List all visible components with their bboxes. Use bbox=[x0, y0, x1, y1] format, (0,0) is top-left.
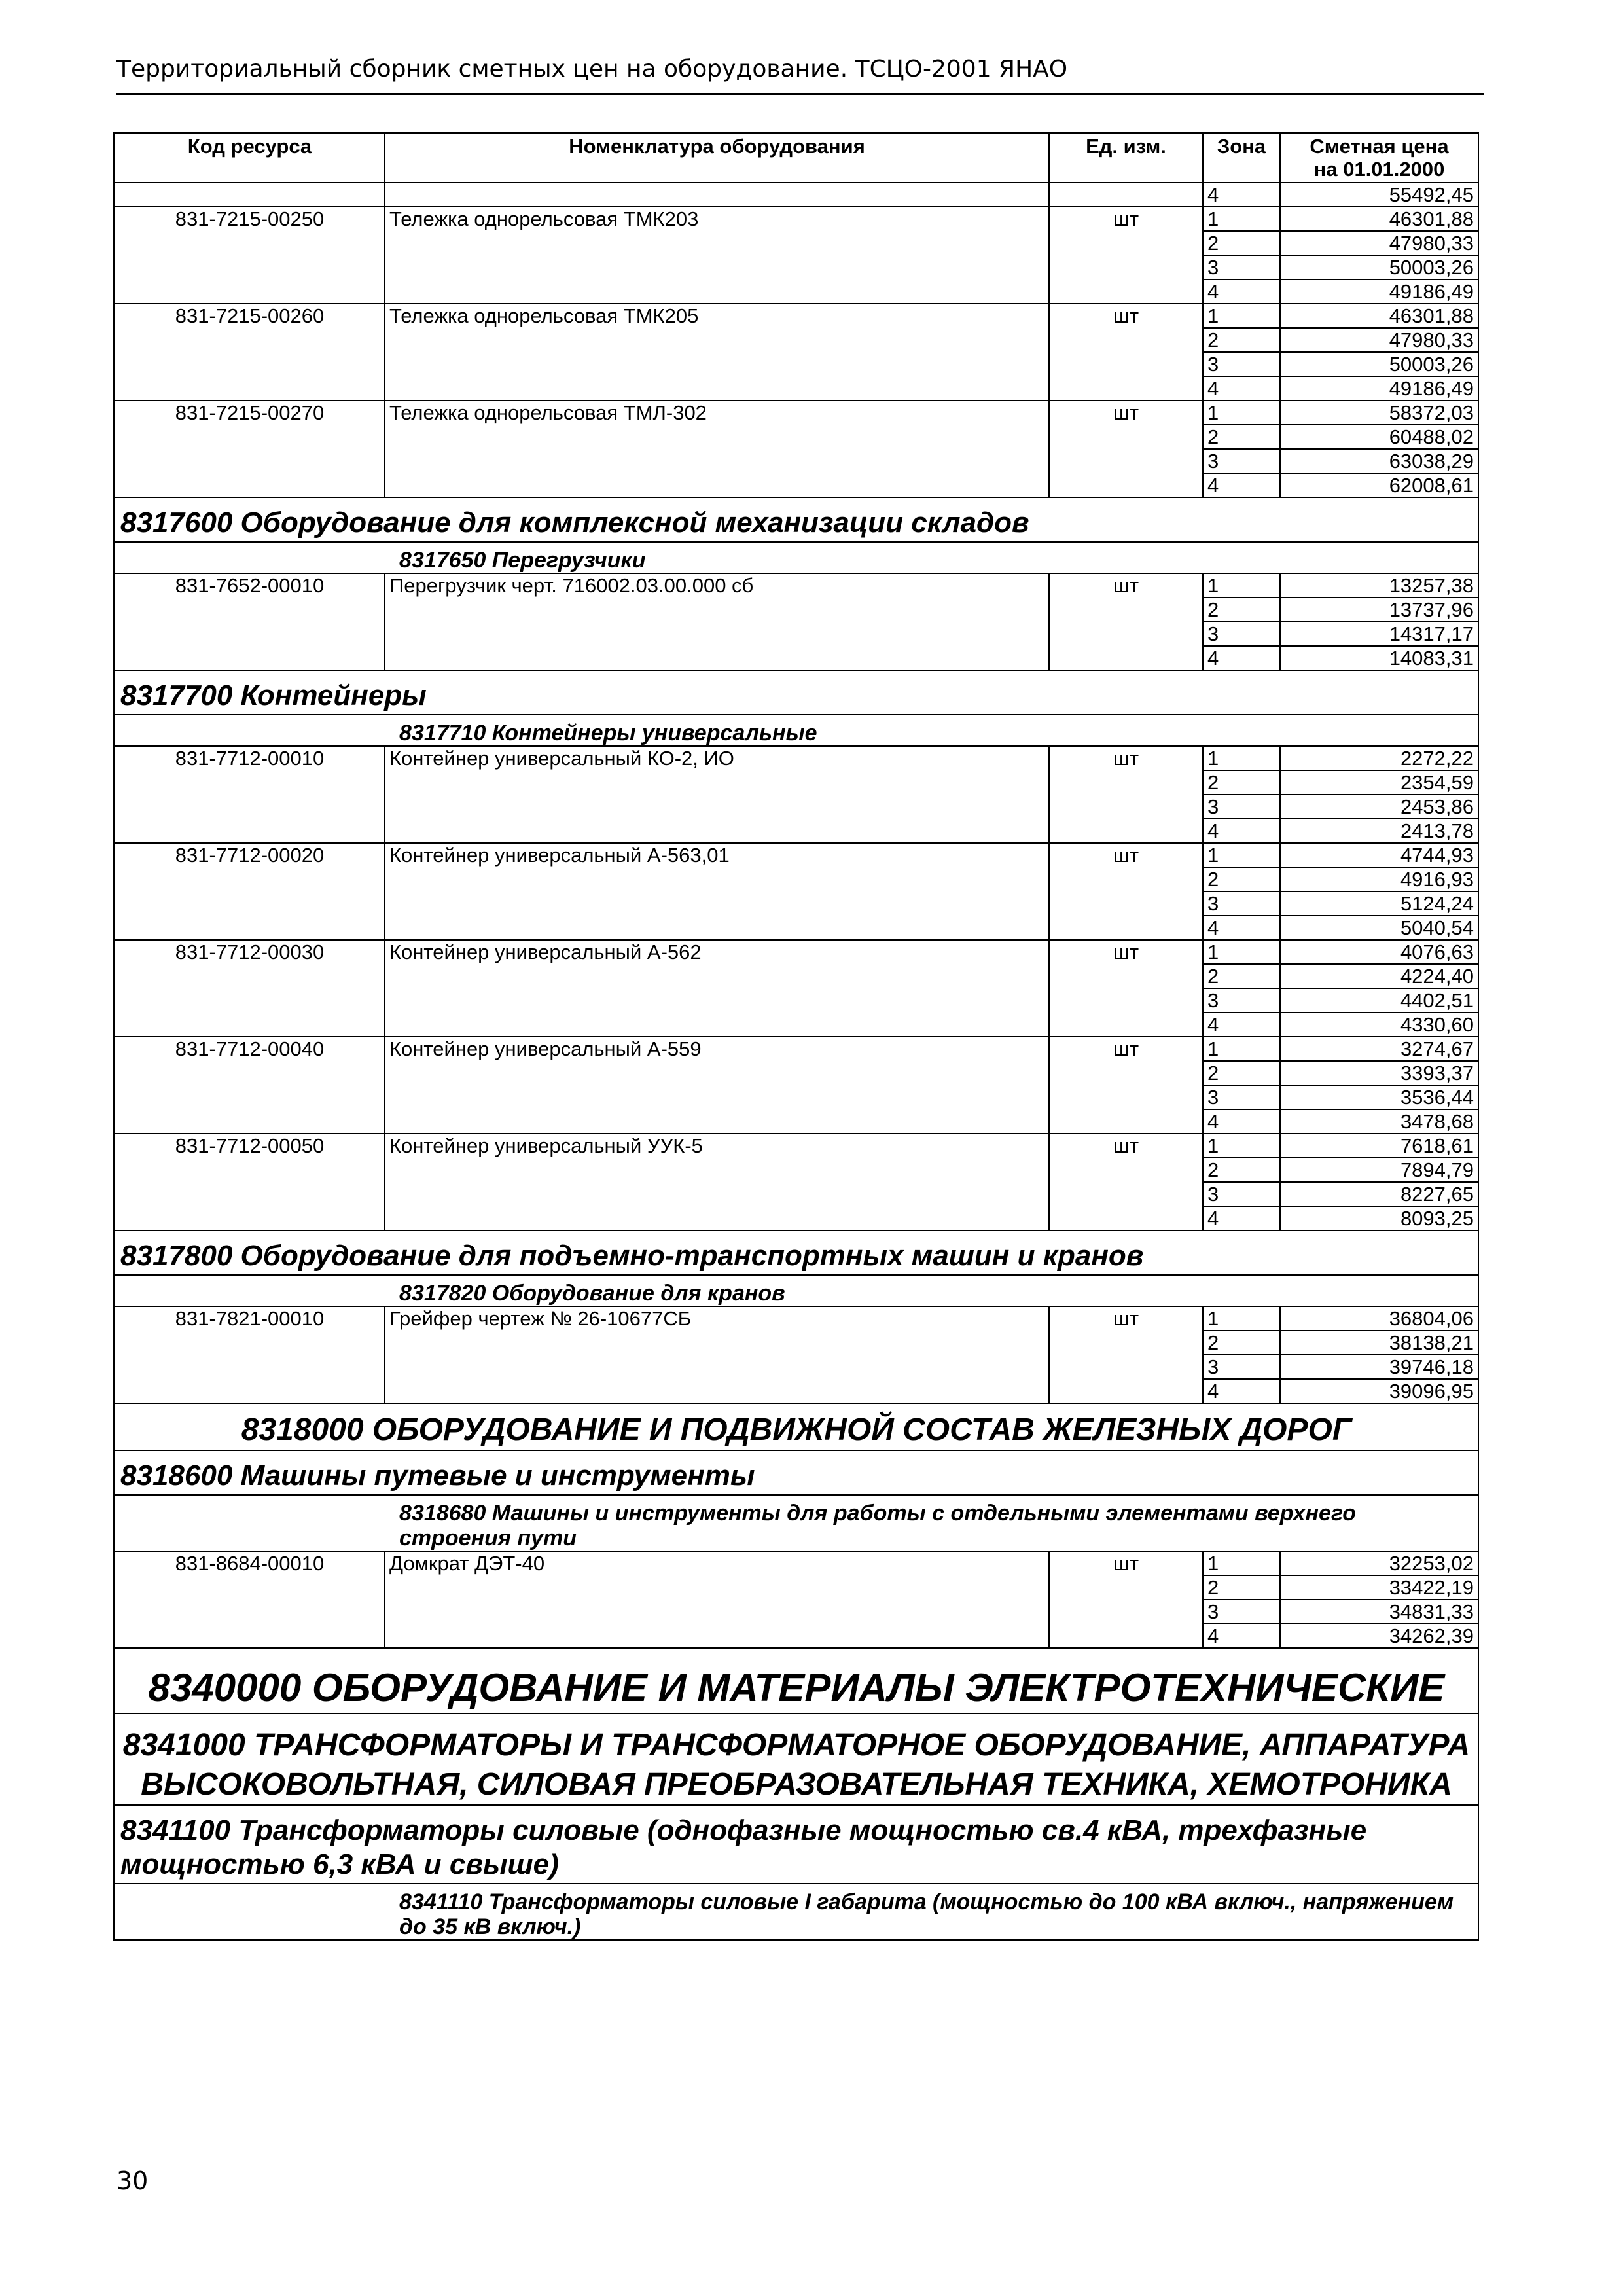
cell-name: Грейфер чертеж № 26-10677СБ bbox=[385, 1306, 1049, 1403]
cell-price: 38138,21 bbox=[1280, 1331, 1478, 1355]
cell-zone: 1 bbox=[1203, 1551, 1280, 1575]
cell-unit: шт bbox=[1049, 304, 1203, 401]
section-row bbox=[115, 1230, 1478, 1275]
cell-zone: 4 bbox=[1203, 819, 1280, 843]
cell-price: 46301,88 bbox=[1280, 304, 1478, 328]
section-row bbox=[115, 497, 1478, 542]
cell-name: Тележка однорельсовая ТМЛ-302 bbox=[385, 401, 1049, 497]
cell-zone: 2 bbox=[1203, 328, 1280, 352]
cell-name bbox=[385, 183, 1049, 207]
section-heading-l3: 8318600 Машины путевые и инструменты bbox=[115, 1450, 1478, 1495]
cell-zone: 2 bbox=[1203, 1575, 1280, 1600]
section-row bbox=[115, 1884, 1478, 1940]
section-heading-l3: 8317600 Оборудование для комплексной механизации складов bbox=[115, 497, 1478, 542]
table-row bbox=[115, 746, 1478, 770]
cell-price: 34831,33 bbox=[1280, 1600, 1478, 1624]
cell-unit: шт bbox=[1049, 1037, 1203, 1134]
cell-price: 32253,02 bbox=[1280, 1551, 1478, 1575]
cell-price: 47980,33 bbox=[1280, 231, 1478, 255]
cell-code: 831-7215-00250 bbox=[115, 207, 385, 304]
section-heading-l4: 8341110 Трансформаторы силовые I габарита (мощностью до 100 кВА включ., напряжением до 35 кВ включ.) bbox=[115, 1884, 1478, 1940]
cell-zone: 2 bbox=[1203, 1331, 1280, 1355]
cell-zone: 4 bbox=[1203, 1624, 1280, 1648]
table-row bbox=[115, 1306, 1478, 1331]
cell-zone: 2 bbox=[1203, 425, 1280, 449]
section-heading-l3: 8317800 Оборудование для подъемно-транспортных машин и кранов bbox=[115, 1230, 1478, 1275]
cell-zone: 1 bbox=[1203, 1306, 1280, 1331]
table-row bbox=[115, 1037, 1478, 1061]
cell-zone: 1 bbox=[1203, 746, 1280, 770]
cell-unit: шт bbox=[1049, 940, 1203, 1037]
section-row bbox=[115, 1403, 1478, 1450]
cell-zone: 3 bbox=[1203, 449, 1280, 473]
cell-code: 831-7215-00270 bbox=[115, 401, 385, 497]
cell-zone: 2 bbox=[1203, 964, 1280, 988]
cell-zone: 3 bbox=[1203, 795, 1280, 819]
price-table bbox=[114, 132, 1479, 1941]
cell-price: 49186,49 bbox=[1280, 279, 1478, 304]
cell-unit: шт bbox=[1049, 1306, 1203, 1403]
section-heading-l4: 8317710 Контейнеры универсальные bbox=[115, 715, 1478, 746]
cell-name: Перегрузчик черт. 716002.03.00.000 сб bbox=[385, 573, 1049, 670]
cell-zone: 4 bbox=[1203, 1013, 1280, 1037]
cell-price: 13257,38 bbox=[1280, 573, 1478, 598]
cell-price: 63038,29 bbox=[1280, 449, 1478, 473]
cell-price: 4916,93 bbox=[1280, 867, 1478, 891]
cell-zone: 1 bbox=[1203, 1037, 1280, 1061]
cell-code: 831-7652-00010 bbox=[115, 573, 385, 670]
header-price-line1: Сметная цена bbox=[1310, 135, 1449, 158]
table-body bbox=[115, 183, 1478, 1940]
section-row bbox=[115, 1805, 1478, 1884]
page-header bbox=[116, 50, 1484, 95]
cell-code: 831-7712-00050 bbox=[115, 1134, 385, 1230]
section-row bbox=[115, 670, 1478, 715]
cell-unit: шт bbox=[1049, 1134, 1203, 1230]
header-code: Код ресурса bbox=[115, 133, 385, 183]
cell-zone: 1 bbox=[1203, 304, 1280, 328]
cell-zone: 3 bbox=[1203, 352, 1280, 376]
cell-price: 14083,31 bbox=[1280, 646, 1478, 670]
price-table-container bbox=[113, 132, 1478, 1941]
table-row bbox=[115, 1551, 1478, 1575]
cell-unit bbox=[1049, 183, 1203, 207]
cell-price: 5040,54 bbox=[1280, 916, 1478, 940]
table-row bbox=[115, 1134, 1478, 1158]
cell-price: 5124,24 bbox=[1280, 891, 1478, 916]
cell-price: 14317,17 bbox=[1280, 622, 1478, 646]
table-row bbox=[115, 940, 1478, 964]
cell-unit: шт bbox=[1049, 843, 1203, 940]
cell-unit: шт bbox=[1049, 401, 1203, 497]
section-heading-l1: 8340000 ОБОРУДОВАНИЕ И МАТЕРИАЛЫ ЭЛЕКТРОТЕХНИЧЕСКИЕ bbox=[115, 1648, 1478, 1713]
cell-code bbox=[115, 183, 385, 207]
cell-zone: 1 bbox=[1203, 1134, 1280, 1158]
cell-price: 47980,33 bbox=[1280, 328, 1478, 352]
cell-price: 39096,95 bbox=[1280, 1379, 1478, 1403]
page-header-text: Территориальный сборник сметных цен на оборудование. ТСЦО-2001 ЯНАО bbox=[116, 56, 1068, 82]
cell-zone: 1 bbox=[1203, 207, 1280, 231]
cell-price: 3536,44 bbox=[1280, 1085, 1478, 1109]
header-row bbox=[115, 133, 1478, 183]
cell-unit: шт bbox=[1049, 573, 1203, 670]
cell-price: 2413,78 bbox=[1280, 819, 1478, 843]
section-row bbox=[115, 1275, 1478, 1306]
cell-price: 60488,02 bbox=[1280, 425, 1478, 449]
cell-zone: 3 bbox=[1203, 1355, 1280, 1379]
page-number: 30 bbox=[116, 2166, 149, 2195]
cell-name: Контейнер универсальный КО-2, ИО bbox=[385, 746, 1049, 843]
cell-zone: 2 bbox=[1203, 1158, 1280, 1182]
cell-zone: 3 bbox=[1203, 622, 1280, 646]
cell-zone: 1 bbox=[1203, 573, 1280, 598]
section-heading-l2b: 8341000 ТРАНСФОРМАТОРЫ И ТРАНСФОРМАТОРНОЕ ОБОРУДОВАНИЕ, АППАРАТУРА ВЫСОКОВОЛЬТНАЯ, СИЛОВАЯ ПРЕОБРАЗОВАТЕЛЬНАЯ ТЕХНИКА, ХЕМОТРОНИКА bbox=[115, 1713, 1478, 1805]
section-heading-l3: 8317700 Контейнеры bbox=[115, 670, 1478, 715]
header-price-line2: на 01.01.2000 bbox=[1313, 158, 1445, 181]
cell-price: 3478,68 bbox=[1280, 1109, 1478, 1134]
cell-code: 831-7712-00040 bbox=[115, 1037, 385, 1134]
cell-code: 831-7712-00010 bbox=[115, 746, 385, 843]
cell-zone: 4 bbox=[1203, 376, 1280, 401]
cell-code: 831-7712-00030 bbox=[115, 940, 385, 1037]
cell-code: 831-7821-00010 bbox=[115, 1306, 385, 1403]
cell-zone: 1 bbox=[1203, 843, 1280, 867]
cell-unit: шт bbox=[1049, 746, 1203, 843]
cell-code: 831-8684-00010 bbox=[115, 1551, 385, 1648]
cell-zone: 4 bbox=[1203, 473, 1280, 497]
cell-price: 49186,49 bbox=[1280, 376, 1478, 401]
cell-price: 55492,45 bbox=[1280, 183, 1478, 207]
cell-zone: 3 bbox=[1203, 1182, 1280, 1206]
section-row bbox=[115, 1495, 1478, 1551]
cell-price: 62008,61 bbox=[1280, 473, 1478, 497]
table-row bbox=[115, 573, 1478, 598]
cell-zone: 1 bbox=[1203, 940, 1280, 964]
cell-price: 8093,25 bbox=[1280, 1206, 1478, 1230]
section-row bbox=[115, 715, 1478, 746]
cell-price: 58372,03 bbox=[1280, 401, 1478, 425]
cell-name: Контейнер универсальный УУК-5 bbox=[385, 1134, 1049, 1230]
cell-zone: 2 bbox=[1203, 231, 1280, 255]
cell-zone: 3 bbox=[1203, 1085, 1280, 1109]
cell-price: 4224,40 bbox=[1280, 964, 1478, 988]
section-heading-l4: 8317820 Оборудование для кранов bbox=[115, 1275, 1478, 1306]
header-price bbox=[1280, 133, 1478, 183]
cell-price: 34262,39 bbox=[1280, 1624, 1478, 1648]
cell-price: 36804,06 bbox=[1280, 1306, 1478, 1331]
cell-price: 33422,19 bbox=[1280, 1575, 1478, 1600]
cell-price: 4330,60 bbox=[1280, 1013, 1478, 1037]
cell-price: 4076,63 bbox=[1280, 940, 1478, 964]
cell-zone: 2 bbox=[1203, 1061, 1280, 1085]
cell-zone: 4 bbox=[1203, 1109, 1280, 1134]
cell-zone: 4 bbox=[1203, 1206, 1280, 1230]
section-heading-l2: 8318000 ОБОРУДОВАНИЕ И ПОДВИЖНОЙ СОСТАВ ЖЕЛЕЗНЫХ ДОРОГ bbox=[115, 1403, 1478, 1450]
cell-zone: 2 bbox=[1203, 770, 1280, 795]
cell-price: 7894,79 bbox=[1280, 1158, 1478, 1182]
cell-zone: 4 bbox=[1203, 183, 1280, 207]
cell-name: Тележка однорельсовая ТМК205 bbox=[385, 304, 1049, 401]
header-zone: Зона bbox=[1203, 133, 1280, 183]
cell-price: 50003,26 bbox=[1280, 255, 1478, 279]
cell-name: Тележка однорельсовая ТМК203 bbox=[385, 207, 1049, 304]
cell-zone: 1 bbox=[1203, 401, 1280, 425]
table-row bbox=[115, 183, 1478, 207]
cell-price: 46301,88 bbox=[1280, 207, 1478, 231]
cell-name: Контейнер универсальный А-559 bbox=[385, 1037, 1049, 1134]
section-row bbox=[115, 1713, 1478, 1805]
cell-unit: шт bbox=[1049, 207, 1203, 304]
cell-zone: 4 bbox=[1203, 279, 1280, 304]
cell-zone: 4 bbox=[1203, 916, 1280, 940]
section-row bbox=[115, 1648, 1478, 1713]
cell-zone: 3 bbox=[1203, 988, 1280, 1013]
cell-price: 4402,51 bbox=[1280, 988, 1478, 1013]
header-unit: Ед. изм. bbox=[1049, 133, 1203, 183]
cell-price: 7618,61 bbox=[1280, 1134, 1478, 1158]
cell-price: 8227,65 bbox=[1280, 1182, 1478, 1206]
table-row bbox=[115, 304, 1478, 328]
cell-zone: 4 bbox=[1203, 1379, 1280, 1403]
cell-zone: 2 bbox=[1203, 867, 1280, 891]
cell-zone: 3 bbox=[1203, 255, 1280, 279]
section-heading-l4: 8317650 Перегрузчики bbox=[115, 542, 1478, 573]
cell-name: Контейнер универсальный А-562 bbox=[385, 940, 1049, 1037]
section-row bbox=[115, 542, 1478, 573]
table-header bbox=[115, 133, 1478, 183]
cell-name: Домкрат ДЭТ-40 bbox=[385, 1551, 1049, 1648]
cell-code: 831-7712-00020 bbox=[115, 843, 385, 940]
cell-price: 2272,22 bbox=[1280, 746, 1478, 770]
cell-zone: 2 bbox=[1203, 598, 1280, 622]
table-row bbox=[115, 843, 1478, 867]
section-heading-l3: 8341100 Трансформаторы силовые (однофазные мощностью св.4 кВА, трехфазные мощностью 6,3 кВА и свыше) bbox=[115, 1805, 1478, 1884]
table-row bbox=[115, 401, 1478, 425]
section-heading-l4: 8318680 Машины и инструменты для работы с отдельными элементами верхнего строения пути bbox=[115, 1495, 1478, 1551]
cell-price: 39746,18 bbox=[1280, 1355, 1478, 1379]
cell-price: 3274,67 bbox=[1280, 1037, 1478, 1061]
cell-code: 831-7215-00260 bbox=[115, 304, 385, 401]
cell-price: 3393,37 bbox=[1280, 1061, 1478, 1085]
cell-zone: 3 bbox=[1203, 891, 1280, 916]
header-name: Номенклатура оборудования bbox=[385, 133, 1049, 183]
cell-zone: 4 bbox=[1203, 646, 1280, 670]
cell-price: 13737,96 bbox=[1280, 598, 1478, 622]
table-row bbox=[115, 207, 1478, 231]
cell-name: Контейнер универсальный А-563,01 bbox=[385, 843, 1049, 940]
section-row bbox=[115, 1450, 1478, 1495]
cell-price: 50003,26 bbox=[1280, 352, 1478, 376]
cell-price: 2354,59 bbox=[1280, 770, 1478, 795]
cell-zone: 3 bbox=[1203, 1600, 1280, 1624]
cell-price: 2453,86 bbox=[1280, 795, 1478, 819]
cell-price: 4744,93 bbox=[1280, 843, 1478, 867]
cell-unit: шт bbox=[1049, 1551, 1203, 1648]
